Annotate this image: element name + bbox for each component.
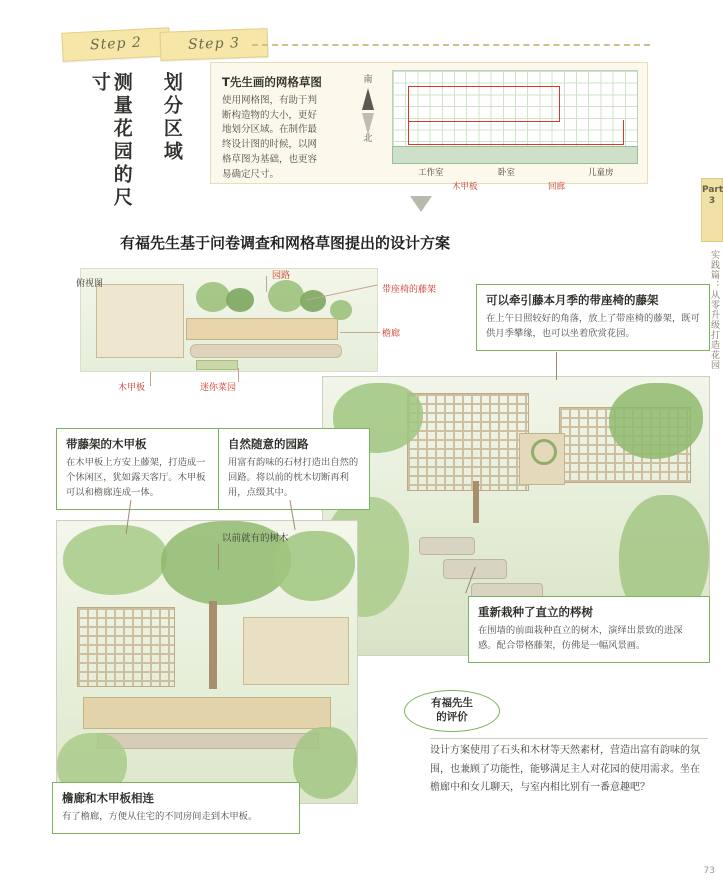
- section-title-divide: 划分区域: [160, 72, 183, 164]
- label-garden-path: 园路: [272, 271, 291, 281]
- compass-south-label: 南: [363, 75, 373, 85]
- plan-garden-path: [190, 344, 342, 358]
- page-number: 73: [703, 866, 715, 876]
- plan-tree: [330, 300, 352, 320]
- callout-body: 用富有韵味的石材打造出自然的回路。将以前的枕木切断再利用，点缀其中。: [228, 457, 359, 498]
- step-tag-3: Step 3: [160, 28, 269, 61]
- garden-illustration-left: [56, 520, 358, 804]
- callout-deck: [56, 428, 220, 510]
- callout-path: [218, 428, 370, 510]
- leader-line: [150, 372, 151, 386]
- reviewer-badge-line2: 的评价: [436, 711, 468, 724]
- red-outline-lower: [408, 120, 624, 145]
- reviewer-comment-text: 设计方案使用了石头和木材等天然素材，营造出富有韵味的氛围，也兼顾了功能性，能够满足主人对花园的使用需求。坐在檐廊中和女儿聊天，与室内相比别有一番意趣吧？: [430, 745, 700, 793]
- sketch-label-corridor: 回廊: [548, 182, 566, 192]
- reviewer-badge: [404, 690, 500, 732]
- leader-line: [556, 352, 557, 380]
- room-label-workroom: 工作室: [418, 168, 444, 178]
- plan-tree: [196, 282, 230, 312]
- part-tab: [701, 178, 723, 242]
- house-wall: [243, 617, 349, 685]
- label-veranda: 檐廊: [382, 329, 401, 339]
- leader-line: [238, 368, 239, 382]
- grid-sketch-title: T先生画的网格草图: [222, 75, 322, 89]
- callout-body: 在围墙的前面栽种直立的树木，演绎出景致的进深感。配合带格藤架，仿佛是一幅风景画。: [478, 625, 683, 651]
- compass-rose: [352, 75, 384, 144]
- plan-deck-shape: [186, 318, 338, 340]
- callout-title: 带藤架的木甲板: [66, 437, 147, 451]
- wood-deck: [83, 697, 331, 729]
- page-title: 有福先生基于问卷调查和网格草图提出的设计方案: [120, 234, 451, 252]
- reviewer-badge-line1: 有福先生: [431, 697, 473, 709]
- step-tag-2: Step 2: [61, 27, 170, 62]
- label-wood-deck: 木甲板: [118, 383, 146, 393]
- compass-needle-icon: [362, 88, 374, 110]
- trellis-fence: [407, 393, 529, 491]
- part-number: 3: [708, 196, 716, 207]
- dashed-divider: [252, 44, 650, 46]
- trellis-fence: [77, 607, 175, 687]
- callout-title: 重新栽种了直立的梣树: [478, 605, 593, 619]
- red-outline-upper: [408, 86, 560, 122]
- compass-north-label: 北: [363, 134, 373, 144]
- callout-body: 有了檐廊，方便从住宅的不同房间走到木甲板。: [62, 811, 258, 822]
- compass-needle-tail-icon: [362, 113, 374, 135]
- callout-title: 可以牵引藤本月季的带座椅的藤架: [486, 293, 659, 307]
- callout-body: 在木甲板上方安上藤架，打造成一个休闲区，犹如露天客厅。木甲板可以和檐廊连成一体。: [66, 457, 206, 498]
- wreath-icon: [531, 439, 557, 465]
- label-bench-arbor: 带座椅的藤架: [382, 285, 437, 295]
- sketch-label-wood-deck: 木甲板: [452, 182, 478, 192]
- part-tab-vertical-text: 实践篇：从零升级打造花园: [709, 250, 719, 370]
- comment-divider: [430, 738, 708, 739]
- room-label-bedroom: 卧室: [498, 168, 516, 178]
- house-footprint-band: [392, 146, 638, 164]
- part-label: Part: [702, 185, 723, 195]
- leader-line: [218, 544, 219, 570]
- callout-connect: [52, 782, 300, 834]
- leader-line: [340, 332, 380, 333]
- plan-vegetable-patch: [196, 360, 238, 370]
- leader-line: [266, 276, 267, 292]
- section-title-measure: 测量花园的尺寸: [88, 72, 133, 210]
- plan-tree: [226, 288, 254, 312]
- callout-arbor: [476, 284, 710, 351]
- callout-tree: [468, 596, 710, 663]
- foliage: [293, 727, 357, 799]
- grid-sketch-description: 使用网格图，有助于判断构造物的大小，更好地划分区域。在制作最终设计图的时候，以网格草图为基础，也更容易确定尺寸。: [222, 95, 318, 180]
- tree-trunk: [209, 601, 217, 689]
- down-arrow-icon: [410, 196, 432, 212]
- plan-tree: [300, 290, 326, 312]
- callout-title: 檐廊和木甲板相连: [62, 791, 154, 805]
- label-overhead-view: 俯视图: [76, 279, 104, 289]
- room-label-childroom: 儿童房: [588, 168, 614, 178]
- label-existing-tree: 以前就有的树木: [222, 533, 289, 544]
- deck-step: [97, 733, 319, 749]
- plan-tree: [268, 280, 304, 312]
- tree-trunk: [473, 481, 479, 523]
- plan-house-shape: [96, 284, 184, 358]
- callout-body: 在上午日照较好的角落，放上了带座椅的藤架，既可供月季攀缘，也可以坐着欣赏花园。: [486, 313, 700, 339]
- path-stone: [419, 537, 475, 555]
- label-mini-garden: 迷你菜园: [200, 383, 237, 393]
- callout-title: 自然随意的园路: [228, 437, 309, 451]
- foliage: [63, 525, 167, 595]
